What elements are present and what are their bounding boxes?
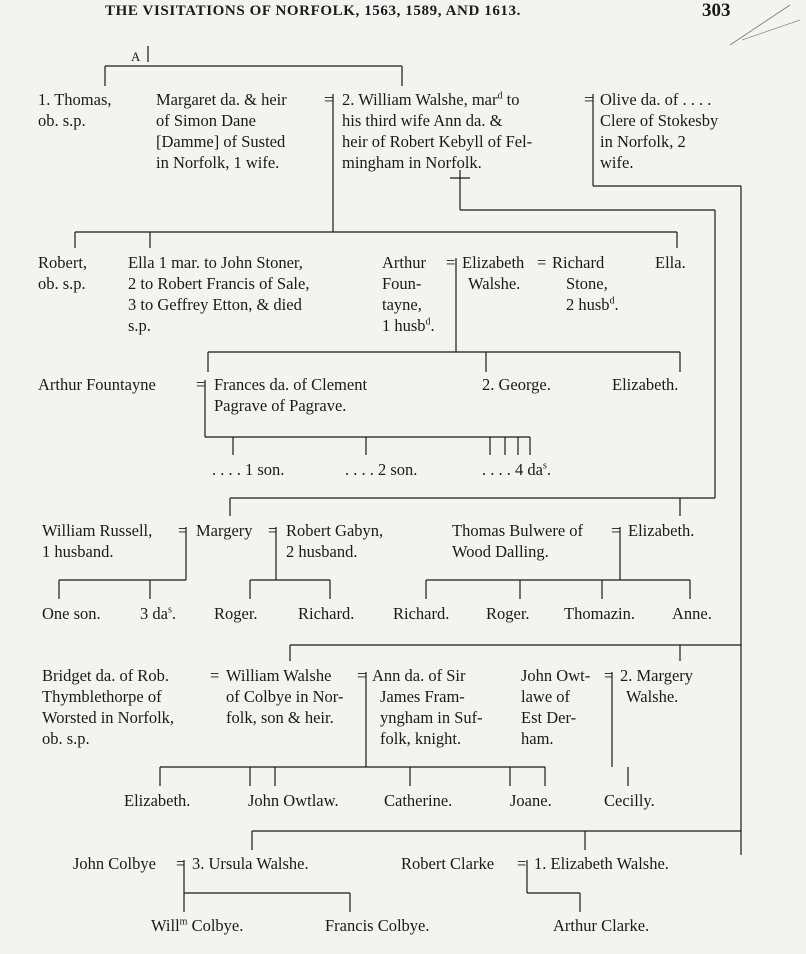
person-bulwere-line2: Wood Dalling. <box>452 542 549 561</box>
person-ella2: Ella. <box>655 253 686 272</box>
person-margaret-line1: Margaret da. & heir <box>156 90 287 109</box>
marriage-mark: = <box>178 521 188 540</box>
person-arthur-line3: tayne, <box>382 295 422 314</box>
marriage-mark: = <box>446 253 456 272</box>
person-john-owt-line4: ham. <box>521 729 554 748</box>
person-olive-line1: Olive da. of . . . . <box>600 90 712 109</box>
marriage-mark: = <box>176 854 186 873</box>
issue-roger-2: Roger. <box>486 604 530 623</box>
person-william-line1: 2. William Walshe, mar$^d$ to <box>342 90 520 109</box>
issue-4-das: . . . . 4 $da^s$. <box>482 460 551 479</box>
marriage-mark: = <box>584 90 594 109</box>
marriage-mark: = <box>210 666 220 685</box>
person-frances-line1: Frances da. of Clement <box>214 375 368 394</box>
person-arthur-line2: Foun- <box>382 274 422 293</box>
issue-cecilly: Cecilly. <box>604 791 655 810</box>
marriage-mark: = <box>604 666 614 685</box>
marriage-mark: = <box>357 666 367 685</box>
person-margaret-line4: in Norfolk, 1 wife. <box>156 153 280 172</box>
person-bridget-line4: ob. s.p. <box>42 729 90 748</box>
person-elizabeth-line1: Elizabeth <box>462 253 525 272</box>
person-ella-line3: 3 to Geffrey Etton, & died <box>128 295 302 314</box>
person-frances-line2: Pagrave of Pagrave. <box>214 396 347 415</box>
issue-william-colbye: Will$^m$ Colbye. <box>151 916 244 935</box>
issue-arthur-clarke: Arthur Clarke. <box>553 916 650 935</box>
person-thomas-line1: 1. Thomas, <box>38 90 112 109</box>
person-john-owt-line3: Est Der- <box>521 708 577 727</box>
person-olive-line4: wife. <box>600 153 634 172</box>
issue-elizabeth: Elizabeth. <box>124 791 191 810</box>
issue-1-son: . . . . 1 son. <box>212 460 285 479</box>
person-william-line2: his third wife Ann da. & <box>342 111 503 130</box>
person-elizabeth-line2: Walshe. <box>468 274 521 293</box>
person-william-line4: mingham in Norfolk. <box>342 153 482 172</box>
issue-catherine: Catherine. <box>384 791 453 810</box>
person-olive-line3: in Norfolk, 2 <box>600 132 686 151</box>
person-elizabeth-g4: Elizabeth. <box>628 521 695 540</box>
person-russell-line2: 1 husband. <box>42 542 114 561</box>
marriage-mark: = <box>196 375 206 394</box>
person-richard-line3: 2 husb$^d$. <box>566 295 619 314</box>
person-olive-line2: Clere of Stokesby <box>600 111 719 130</box>
person-john-colbye: John Colbye <box>73 854 156 873</box>
person-william-colbye-line2: of Colbye in Nor- <box>226 687 344 706</box>
marriage-mark: = <box>517 854 527 873</box>
issue-thomazin: Thomazin. <box>564 604 636 623</box>
person-russell-line1: William Russell, <box>42 521 153 540</box>
person-gabyn-line2: 2 husband. <box>286 542 358 561</box>
person-ann-line3: yngham in Suf- <box>380 708 483 727</box>
person-robert-line1: Robert, <box>38 253 88 272</box>
person-margery-walshe-line1: 2. Margery <box>620 666 694 685</box>
person-elizabeth-g3: Elizabeth. <box>612 375 679 394</box>
person-robert-clarke: Robert Clarke <box>401 854 495 873</box>
person-thomas-line2: ob. s.p. <box>38 111 86 130</box>
issue-francis-colbye: Francis Colbye. <box>325 916 430 935</box>
person-margaret-line3: [Damme] of Susted <box>156 132 286 151</box>
person-margery: Margery <box>196 521 253 540</box>
page-number: 303 <box>702 0 731 21</box>
person-bulwere-line1: Thomas Bulwere of <box>452 521 584 540</box>
person-william-colbye-line3: folk, son & heir. <box>226 708 334 727</box>
issue-2-son: . . . . 2 son. <box>345 460 418 479</box>
issue-anne: Anne. <box>672 604 712 623</box>
marriage-mark: = <box>611 521 621 540</box>
person-bridget-line3: Worsted in Norfolk, <box>42 708 175 727</box>
person-elizabeth-walshe: 1. Elizabeth Walshe. <box>534 854 669 873</box>
issue-john-owtlaw: John Owtlaw. <box>248 791 339 810</box>
marriage-mark: = <box>324 90 334 109</box>
person-margery-walshe-line2: Walshe. <box>626 687 679 706</box>
person-ella-line4: s.p. <box>128 316 151 335</box>
person-ella-line2: 2 to Robert Francis of Sale, <box>128 274 310 293</box>
person-arthur-line1: Arthur <box>382 253 426 272</box>
reference-mark: A <box>131 49 141 64</box>
issue-roger: Roger. <box>214 604 258 623</box>
marriage-mark: = <box>537 253 547 272</box>
person-john-owt-line2: lawe of <box>521 687 571 706</box>
person-ann-line4: folk, knight. <box>380 729 462 748</box>
issue-one-son: One son. <box>42 604 101 623</box>
issue-joane: Joane. <box>510 791 552 810</box>
person-arthur-line4: 1 husb$^d$. <box>382 316 435 335</box>
person-george: 2. George. <box>482 375 551 394</box>
person-robert-line2: ob. s.p. <box>38 274 86 293</box>
person-ann-line2: James Fram- <box>380 687 465 706</box>
person-william-colbye-line1: William Walshe <box>226 666 332 685</box>
issue-richard: Richard. <box>298 604 355 623</box>
person-gabyn-line1: Robert Gabyn, <box>286 521 384 540</box>
person-william-line3: heir of Robert Kebyll of Fel- <box>342 132 533 151</box>
person-richard-line1: Richard <box>552 253 605 272</box>
person-ursula: 3. Ursula Walshe. <box>192 854 309 873</box>
person-ella-line1: Ella 1 mar. to John Stoner, <box>128 253 303 272</box>
issue-richard-2: Richard. <box>393 604 450 623</box>
person-arthur-fountayne: Arthur Fountayne <box>38 375 156 394</box>
person-richard-line2: Stone, <box>566 274 608 293</box>
person-margaret-line2: of Simon Dane <box>156 111 256 130</box>
page-title: THE VISITATIONS OF NORFOLK, 1563, 1589, AND 1613. <box>105 3 521 19</box>
person-ann-line1: Ann da. of Sir <box>372 666 466 685</box>
person-bridget-line1: Bridget da. of Rob. <box>42 666 169 685</box>
person-john-owt-line1: John Owt- <box>521 666 591 685</box>
issue-3-das: 3 $da^s$. <box>140 604 176 623</box>
marriage-mark: = <box>268 521 278 540</box>
person-bridget-line2: Thymblethorpe of <box>42 687 162 706</box>
